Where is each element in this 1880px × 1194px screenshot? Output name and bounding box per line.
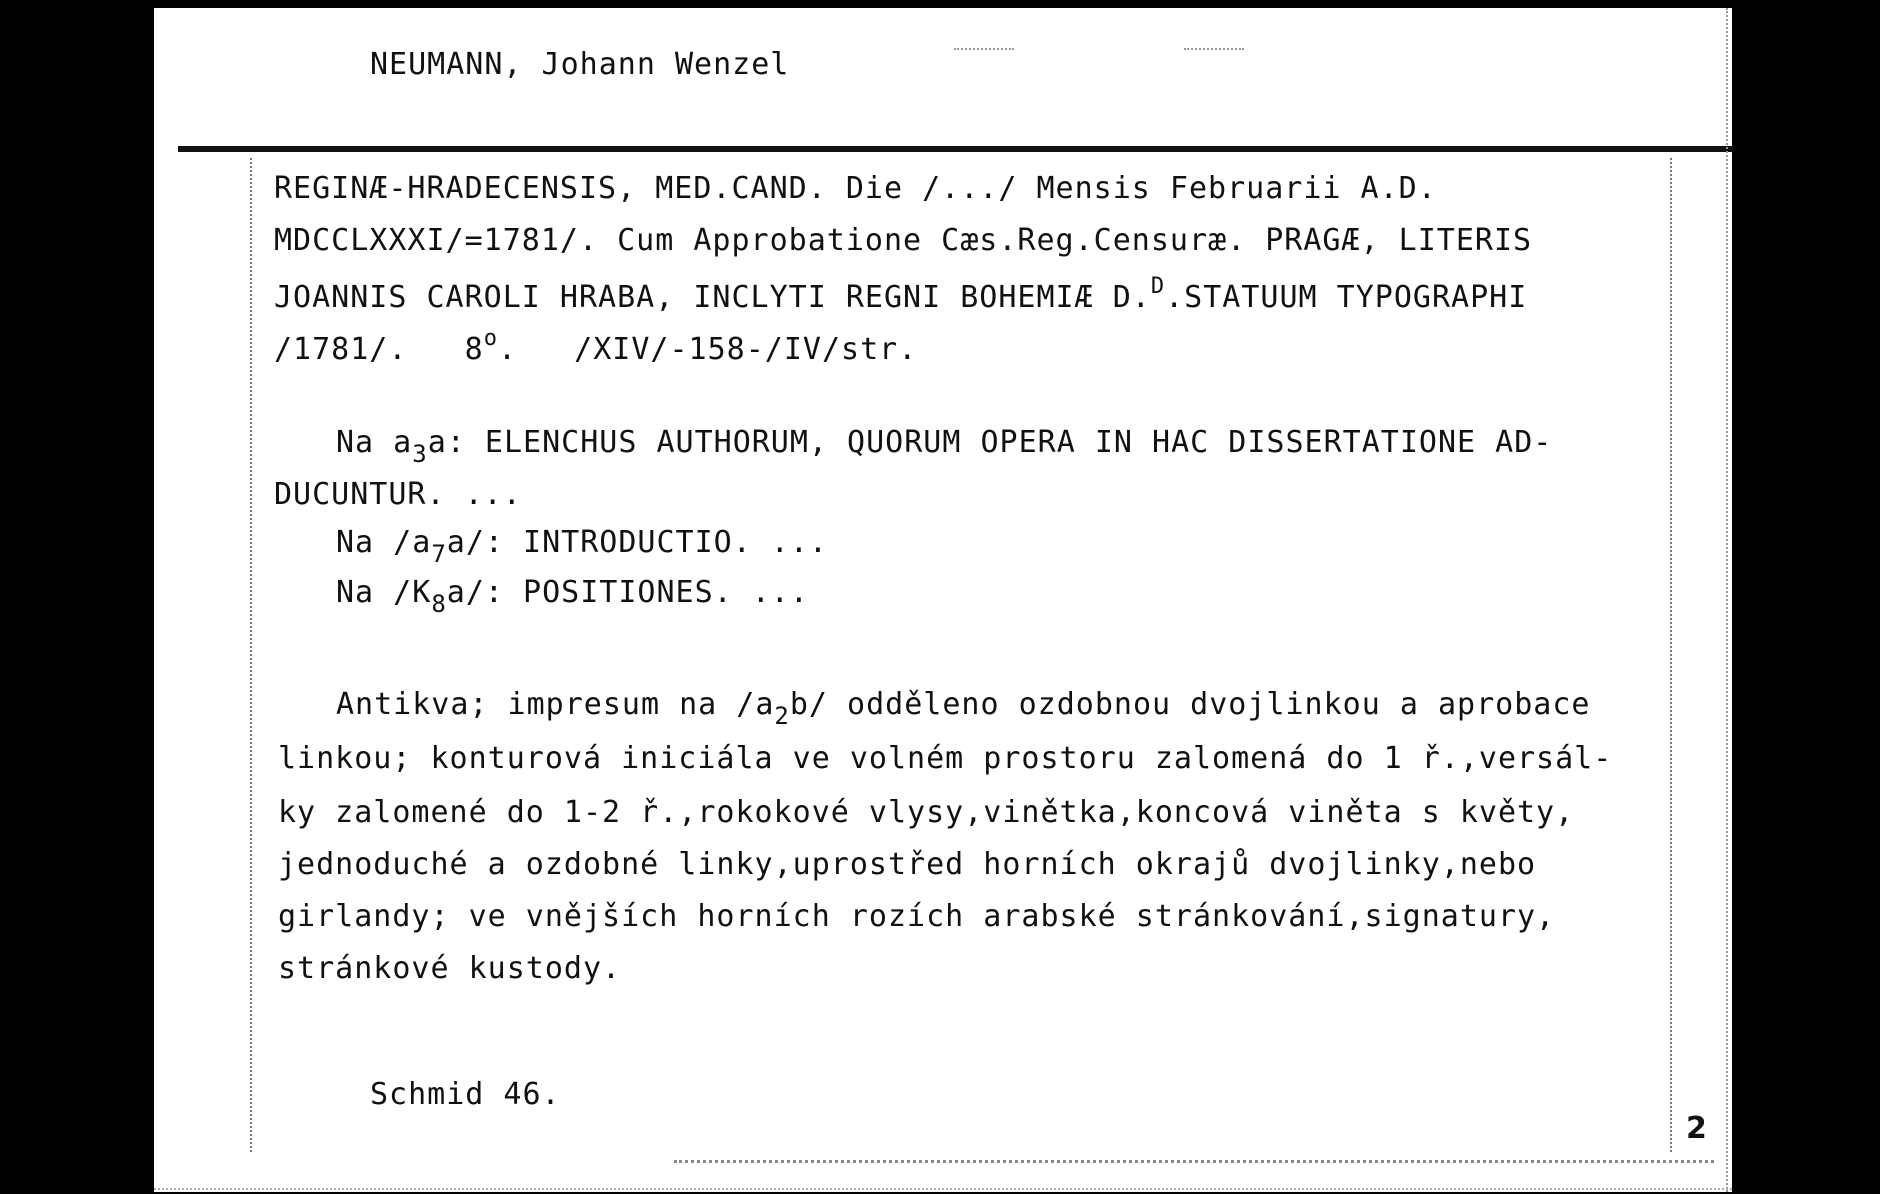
description-line-2: linkou; konturová iniciála ve volném prostoru zalomená do 1 ř.,versál- <box>278 741 1613 776</box>
contents-item-1 <box>336 425 1553 468</box>
contents-item-2-post: a/: INTRODUCTIO. ... <box>446 525 828 560</box>
title-line-1: REGINÆ-HRADECENSIS, MED.CAND. Die /.../ Mensis Februarii A.D. <box>274 171 1437 206</box>
left-margin-line <box>250 158 252 1152</box>
title-line-4-text: /1781/. 8 <box>274 332 484 367</box>
card-edge <box>1726 8 1728 1192</box>
contents-item-2-pre: Na /a <box>336 525 432 560</box>
bibliographic-reference: Schmid 46. <box>370 1077 561 1112</box>
contents-item-3-post: a/: POSITIONES. ... <box>446 575 809 610</box>
description-line-5: girlandy; ve vnějších horních rozích arabské stránkování,signatury, <box>278 899 1556 934</box>
scan-noise <box>954 48 1014 52</box>
contents-item-1-cont: DUCUNTUR. ... <box>274 477 522 512</box>
description-line-3: ky zalomené do 1-2 ř.,rokokové vlysy,vinětka,koncová viněta s květy, <box>278 795 1575 830</box>
contents-item-1-sub: 3 <box>412 440 428 468</box>
contents-item-2-sub: 7 <box>431 540 447 568</box>
author-name: NEUMANN, Johann Wenzel <box>370 47 790 82</box>
description-line-1-post: b/ odděleno ozdobnou dvojlinkou a aprobace <box>789 687 1591 722</box>
contents-item-3 <box>336 575 809 618</box>
contents-item-3-pre: Na /K <box>336 575 432 610</box>
title-line-2: MDCCLXXXI/=1781/. Cum Approbatione Cæs.Reg.Censuræ. PRAGÆ, LITERIS <box>274 223 1533 258</box>
scan-noise <box>1184 48 1244 52</box>
description-line-1-sub: 2 <box>774 702 790 730</box>
right-margin-line <box>1670 158 1672 1152</box>
title-line-3-text-end: .STATUUM TYPOGRAPHI <box>1165 280 1528 315</box>
format-degree: o <box>483 326 498 351</box>
description-line-4: jednoduché a ozdobné linky,uprostřed horních okrajů dvojlinky,nebo <box>278 847 1537 882</box>
title-line-4-text-end: . /XIV/-158-/IV/str. <box>497 332 918 367</box>
description-line-6: stránkové kustody. <box>278 951 622 986</box>
card-number: 2 <box>1686 1111 1708 1146</box>
title-line-3-text: JOANNIS CAROLI HRABA, INCLYTI REGNI BOHEMIÆ D. <box>274 280 1151 315</box>
description-line-1-pre: Antikva; impresum na /a <box>336 687 775 722</box>
card-bottom-edge <box>154 1188 1732 1194</box>
title-line-3 <box>274 276 1527 313</box>
contents-item-3-sub: 8 <box>431 590 447 618</box>
title-line-4 <box>274 328 917 365</box>
title-line-3-sup: D <box>1150 274 1166 299</box>
contents-item-1-post: a: ELENCHUS AUTHORUM, QUORUM OPERA IN HAC DISSERTATIONE AD- <box>427 425 1553 460</box>
header-rule <box>178 146 1734 152</box>
contents-item-2 <box>336 525 828 568</box>
contents-item-1-pre: Na a <box>336 425 413 460</box>
scan-noise <box>674 1160 1714 1169</box>
description-line-1 <box>336 687 1591 730</box>
